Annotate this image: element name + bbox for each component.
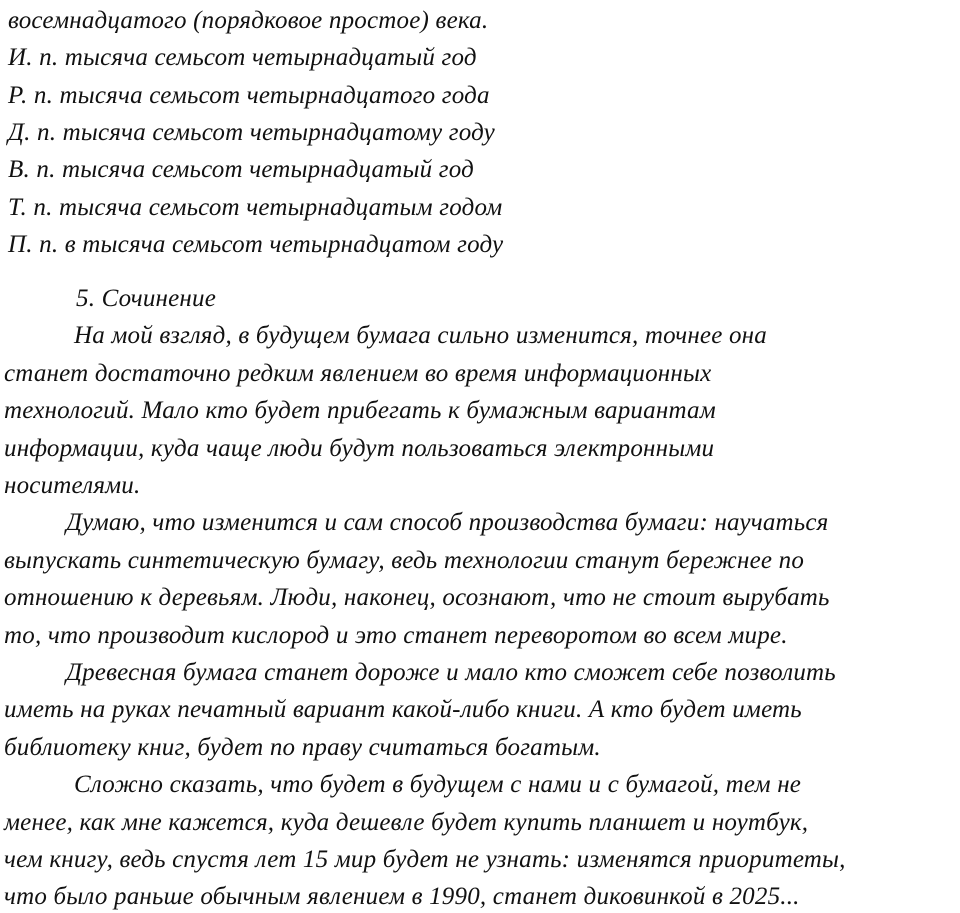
section-heading: 5. Сочинение: [76, 285, 217, 312]
declension-dative: Д. п. тысяча семьсот четырнадцатому году: [8, 119, 495, 146]
declension-genitive: Р. п. тысяча семьсот четырнадцатого года: [8, 82, 490, 109]
essay-line: станет достаточно редким явлением во время информационных: [4, 360, 712, 387]
top-fragment-line: восемнадцатого (порядковое простое) века.: [8, 7, 489, 34]
essay-line: библиотеку книг, будет по праву считаться богатым.: [4, 734, 601, 761]
essay-line: информации, куда чаще люди будут пользоваться электронными: [4, 435, 715, 462]
essay-line: выпускать синтетическую бумагу, ведь технологии станут бережнее по: [4, 547, 805, 574]
essay-line: На мой взгляд, в будущем бумага сильно изменится, точнее она: [74, 322, 767, 349]
essay-line: Древесная бумага станет дороже и мало кто сможет себе позволить: [66, 659, 836, 686]
declension-instrumental: Т. п. тысяча семьсот четырнадцатым годом: [8, 194, 503, 221]
essay-line: Думаю, что изменится и сам способ производства бумаги: научаться: [66, 509, 829, 536]
essay-line: отношению к деревьям. Люди, наконец, осознают, что не стоит вырубать: [4, 584, 830, 611]
essay-line: чем книгу, ведь спустя лет 15 мир будет не узнать: изменятся приоритеты,: [4, 846, 846, 873]
declension-nominative: И. п. тысяча семьсот четырнадцатый год: [8, 44, 477, 71]
essay-line: носителями.: [4, 472, 141, 499]
essay-line: то, что производит кислород и это станет переворотом во всем мире.: [4, 622, 788, 649]
essay-line: менее, как мне кажется, куда дешевле будет купить планшет и ноутбук,: [4, 809, 809, 836]
declension-prepositional: П. п. в тысяча семьсот четырнадцатом году: [8, 231, 504, 258]
essay-line: иметь на руках печатный вариант какой-либо книги. А кто будет иметь: [4, 696, 802, 723]
declension-accusative: В. п. тысяча семьсот четырнадцатый год: [8, 156, 474, 183]
essay-line: технологий. Мало кто будет прибегать к бумажным вариантам: [4, 397, 716, 424]
essay-line: Сложно сказать, что будет в будущем с нами и с бумагой, тем не: [74, 771, 802, 798]
essay-line: что было раньше обычным явлением в 1990, станет диковинкой в 2025...: [4, 883, 800, 910]
